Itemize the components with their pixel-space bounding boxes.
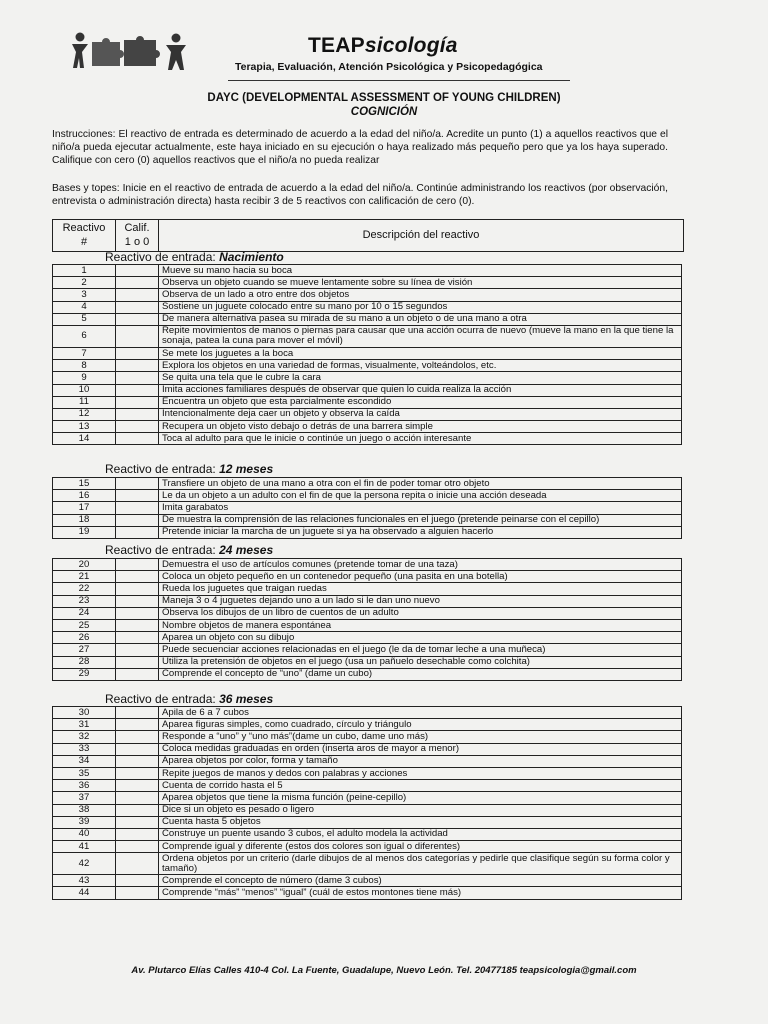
- item-number: 7: [53, 347, 116, 359]
- score-cell[interactable]: [116, 719, 159, 731]
- item-number: 19: [53, 526, 116, 538]
- item-number: 17: [53, 502, 116, 514]
- item-description: Utiliza la pretensión de objetos en el juego (usa un pañuelo desechable como colchita): [159, 656, 682, 668]
- table-row: [53, 828, 682, 840]
- score-cell[interactable]: [116, 421, 159, 433]
- item-number: 13: [53, 421, 116, 433]
- item-number: 6: [53, 325, 116, 347]
- score-cell[interactable]: [116, 372, 159, 384]
- item-number: 32: [53, 731, 116, 743]
- score-cell[interactable]: [116, 433, 159, 445]
- table-row: [53, 780, 682, 792]
- item-number: 27: [53, 644, 116, 656]
- score-cell[interactable]: [116, 526, 159, 538]
- score-cell[interactable]: [116, 325, 159, 347]
- item-number: 35: [53, 767, 116, 779]
- table-row: [53, 707, 682, 719]
- item-number: 33: [53, 743, 116, 755]
- score-cell[interactable]: [116, 668, 159, 680]
- item-description: Se mete los juguetes a la boca: [159, 347, 682, 359]
- item-description: Imita acciones familiares después de observar que quien lo cuida realiza la acción: [159, 384, 682, 396]
- score-cell[interactable]: [116, 277, 159, 289]
- item-description: Comprende “más” “menos” “igual” (cuál de estos montones tiene más): [159, 887, 682, 899]
- table-row: [53, 644, 682, 656]
- score-cell[interactable]: [116, 755, 159, 767]
- item-description: Aparea objetos por color, forma y tamaño: [159, 755, 682, 767]
- item-description: Rueda los juguetes que traigan ruedas: [159, 583, 682, 595]
- item-number: 41: [53, 841, 116, 853]
- item-description: Pretende iniciar la marcha de un juguete si ya ha observado a alguien hacerlo: [159, 526, 682, 538]
- item-description: Dice si un objeto es pesado o ligero: [159, 804, 682, 816]
- item-description: Aparea un objeto con su dibujo: [159, 632, 682, 644]
- item-number: 16: [53, 490, 116, 502]
- table-row: [53, 853, 682, 875]
- table-row: [53, 607, 682, 619]
- item-number: 20: [53, 559, 116, 571]
- score-cell[interactable]: [116, 408, 159, 420]
- table-row: [53, 514, 682, 526]
- score-cell[interactable]: [116, 347, 159, 359]
- score-cell[interactable]: [116, 301, 159, 313]
- score-cell[interactable]: [116, 583, 159, 595]
- document-title: DAYC (DEVELOPMENTAL ASSESSMENT OF YOUNG CHILDREN): [207, 92, 561, 104]
- table-row: [53, 421, 682, 433]
- score-cell[interactable]: [116, 632, 159, 644]
- item-description: Demuestra el uso de artículos comunes (pretende tomar de una taza): [159, 559, 682, 571]
- table-row: [53, 526, 682, 538]
- item-number: 4: [53, 301, 116, 313]
- item-number: 25: [53, 619, 116, 631]
- item-number: 10: [53, 384, 116, 396]
- table-row: [53, 408, 682, 420]
- score-cell[interactable]: [116, 707, 159, 719]
- table-row: [53, 372, 682, 384]
- score-cell[interactable]: [116, 875, 159, 887]
- tagline: Terapia, Evaluación, Atención Psicológica y Psicopedagógica: [235, 61, 543, 73]
- item-number: 23: [53, 595, 116, 607]
- table-row: [53, 632, 682, 644]
- score-cell[interactable]: [116, 853, 159, 875]
- instructions-paragraph: Instrucciones: El reactivo de entrada es determinado de acuerdo a la edad del niño/a. Acredite un punto (1) a aquellos reactivos que el niño/a pueda ejecutar actualmente, este haya iniciado en su ejecución o haya realizado más pequeño pero que ya los haya superado. Califique con cero (0) aquellos reactivos que el niño/a no pueda realizar: [52, 129, 668, 166]
- table-row: [53, 265, 682, 277]
- items-table-nacimiento: [52, 264, 682, 445]
- item-number: 2: [53, 277, 116, 289]
- table-row: [53, 325, 682, 347]
- table-row: [53, 478, 682, 490]
- table-row: [53, 277, 682, 289]
- table-row: [53, 347, 682, 359]
- score-cell[interactable]: [116, 313, 159, 325]
- teapsicologia-logo: [68, 28, 198, 80]
- item-description: Sostiene un juguete colocado entre su mano por 10 o 15 segundos: [159, 301, 682, 313]
- item-number: 8: [53, 360, 116, 372]
- score-cell[interactable]: [116, 619, 159, 631]
- item-number: 31: [53, 719, 116, 731]
- item-description: Puede secuenciar acciones relacionadas en el juego (le da de tomar leche a una muñeca): [159, 644, 682, 656]
- table-row: [53, 619, 682, 631]
- item-number: 42: [53, 853, 116, 875]
- item-description: Observa los dibujos de un libro de cuentos de un adulto: [159, 607, 682, 619]
- score-cell[interactable]: [116, 841, 159, 853]
- item-number: 44: [53, 887, 116, 899]
- table-row: [53, 571, 682, 583]
- item-description: Toca al adulto para que le inicie o continúe un juego o acción interesante: [159, 433, 682, 445]
- item-description: Cuenta hasta 5 objetos: [159, 816, 682, 828]
- header-divider: [228, 80, 570, 81]
- table-row: [53, 731, 682, 743]
- item-number: 15: [53, 478, 116, 490]
- item-number: 39: [53, 816, 116, 828]
- score-cell[interactable]: [116, 396, 159, 408]
- item-description: Construye un puente usando 3 cubos, el adulto modela la actividad: [159, 828, 682, 840]
- score-cell[interactable]: [116, 828, 159, 840]
- table-row: [53, 313, 682, 325]
- item-description: Intencionalmente deja caer un objeto y observa la caída: [159, 408, 682, 420]
- item-number: 24: [53, 607, 116, 619]
- item-description: Apila de 6 a 7 cubos: [159, 707, 682, 719]
- table-row: [53, 583, 682, 595]
- item-number: 40: [53, 828, 116, 840]
- score-cell[interactable]: [116, 571, 159, 583]
- table-row: [53, 559, 682, 571]
- score-cell[interactable]: [116, 289, 159, 301]
- table-row: [53, 656, 682, 668]
- table-row: [53, 502, 682, 514]
- table-row: [53, 755, 682, 767]
- section-label-12-meses: Reactivo de entrada: 12 meses: [105, 462, 274, 476]
- item-description: Encuentra un objeto que esta parcialmente escondido: [159, 396, 682, 408]
- table-row: [53, 875, 682, 887]
- brand-name: TEAPsicología: [308, 34, 458, 57]
- item-number: 18: [53, 514, 116, 526]
- table-row: [53, 719, 682, 731]
- item-description: Transfiere un objeto de una mano a otra con el fin de poder tomar otro objeto: [159, 478, 682, 490]
- score-cell[interactable]: [116, 478, 159, 490]
- bases-paragraph: Bases y topes: Inicie en el reactivo de entrada de acuerdo a la edad del niño/a. Continúe administrando los reactivos (por observación, entrevista o administración directa) hasta recibir 3 de 5 reactivos con calificación de cero (0).: [52, 183, 668, 207]
- item-description: De muestra la comprensión de las relaciones funcionales en el juego (pretende peinarse con el cepillo): [159, 514, 682, 526]
- table-row: [53, 490, 682, 502]
- score-cell[interactable]: [116, 743, 159, 755]
- score-cell[interactable]: [116, 595, 159, 607]
- score-cell[interactable]: [116, 887, 159, 899]
- score-cell[interactable]: [116, 804, 159, 816]
- item-number: 22: [53, 583, 116, 595]
- item-description: Maneja 3 o 4 juguetes dejando uno a un lado si le dan uno nuevo: [159, 595, 682, 607]
- footer-contact: Av. Plutarco Elías Calles 410-4 Col. La Fuente, Guadalupe, Nuevo León. Tel. 20477185 teapsicologia@gmail.com: [131, 965, 637, 976]
- item-number: 29: [53, 668, 116, 680]
- section-label-nacimiento: Reactivo de entrada: Nacimiento: [105, 250, 284, 264]
- score-cell[interactable]: [116, 384, 159, 396]
- item-description: Ordena objetos por un criterio (darle dibujos de al menos dos categorías y pedirle que clasifique según su forma color y tamaño): [159, 853, 682, 875]
- item-number: 11: [53, 396, 116, 408]
- score-cell[interactable]: [116, 656, 159, 668]
- header-calif: Calif. 1 o 0: [116, 220, 159, 252]
- item-number: 30: [53, 707, 116, 719]
- score-cell[interactable]: [116, 559, 159, 571]
- item-description: Mueve su mano hacia su boca: [159, 265, 682, 277]
- table-row: [53, 887, 682, 899]
- item-description: Aparea objetos que tiene la misma función (peine-cepillo): [159, 792, 682, 804]
- item-description: Repite movimientos de manos o piernas para causar que una acción ocurra de nuevo (mueve la mano en la que tiene la sonaja, patea la cuna para mover el móvil): [159, 325, 682, 347]
- item-description: Cuenta de corrido hasta el 5: [159, 780, 682, 792]
- item-number: 34: [53, 755, 116, 767]
- table-row: [53, 384, 682, 396]
- item-number: 26: [53, 632, 116, 644]
- item-number: 12: [53, 408, 116, 420]
- table-row: [53, 289, 682, 301]
- document-subtitle: COGNICIÓN: [350, 106, 418, 118]
- score-cell[interactable]: [116, 265, 159, 277]
- score-cell[interactable]: [116, 816, 159, 828]
- table-header: [52, 219, 684, 252]
- score-cell[interactable]: [116, 360, 159, 372]
- item-number: 3: [53, 289, 116, 301]
- item-description: Aparea figuras simples, como cuadrado, círculo y triángulo: [159, 719, 682, 731]
- score-cell[interactable]: [116, 780, 159, 792]
- table-row: [53, 595, 682, 607]
- item-description: Coloca un objeto pequeño en un contenedor pequeño (una pasita en una botella): [159, 571, 682, 583]
- items-table-24-meses: [52, 558, 682, 681]
- item-description: Nombre objetos de manera espontánea: [159, 619, 682, 631]
- item-number: 9: [53, 372, 116, 384]
- item-number: 1: [53, 265, 116, 277]
- table-row: [53, 767, 682, 779]
- item-description: Imita garabatos: [159, 502, 682, 514]
- table-row: [53, 668, 682, 680]
- table-row: [53, 743, 682, 755]
- item-number: 37: [53, 792, 116, 804]
- item-number: 38: [53, 804, 116, 816]
- table-row: [53, 433, 682, 445]
- item-description: Le da un objeto a un adulto con el fin de que la persona repita o inicie una acción deseada: [159, 490, 682, 502]
- item-description: Observa un objeto cuando se mueve lentamente sobre su línea de visión: [159, 277, 682, 289]
- item-number: 43: [53, 875, 116, 887]
- score-cell[interactable]: [116, 607, 159, 619]
- table-row: [53, 360, 682, 372]
- items-table-12-meses: [52, 477, 682, 539]
- item-description: Observa de un lado a otro entre dos objetos: [159, 289, 682, 301]
- score-cell[interactable]: [116, 502, 159, 514]
- table-row: [53, 816, 682, 828]
- table-row: [53, 301, 682, 313]
- section-label-24-meses: Reactivo de entrada: 24 meses: [105, 543, 274, 557]
- item-description: Responde a “uno” y “uno más”(dame un cubo, dame uno más): [159, 731, 682, 743]
- table-row: [53, 841, 682, 853]
- table-row: [53, 792, 682, 804]
- item-description: Coloca medidas graduadas en orden (inserta aros de mayor a menor): [159, 743, 682, 755]
- item-description: De manera alternativa pasea su mirada de su mano a un objeto o de una mano a otra: [159, 313, 682, 325]
- item-description: Explora los objetos en una variedad de formas, visualmente, volteándolos, etc.: [159, 360, 682, 372]
- item-description: Comprende igual y diferente (estos dos colores son igual o diferentes): [159, 841, 682, 853]
- score-cell[interactable]: [116, 514, 159, 526]
- item-number: 14: [53, 433, 116, 445]
- score-cell[interactable]: [116, 767, 159, 779]
- header-reactivo: Reactivo #: [53, 220, 116, 252]
- score-cell[interactable]: [116, 644, 159, 656]
- header-descripcion: Descripción del reactivo: [362, 229, 480, 241]
- item-number: 28: [53, 656, 116, 668]
- score-cell[interactable]: [116, 490, 159, 502]
- item-number: 21: [53, 571, 116, 583]
- item-description: Repite juegos de manos y dedos con palabras y acciones: [159, 767, 682, 779]
- item-number: 36: [53, 780, 116, 792]
- items-table-36-meses: [52, 706, 682, 900]
- item-description: Se quita una tela que le cubre la cara: [159, 372, 682, 384]
- score-cell[interactable]: [116, 731, 159, 743]
- item-number: 5: [53, 313, 116, 325]
- item-description: Recupera un objeto visto debajo o detrás de una barrera simple: [159, 421, 682, 433]
- item-description: Comprende el concepto de “uno” (dame un cubo): [159, 668, 682, 680]
- table-row: [53, 396, 682, 408]
- section-label-36-meses: Reactivo de entrada: 36 meses: [105, 692, 274, 706]
- score-cell[interactable]: [116, 792, 159, 804]
- item-description: Comprende el concepto de número (dame 3 cubos): [159, 875, 682, 887]
- table-row: [53, 804, 682, 816]
